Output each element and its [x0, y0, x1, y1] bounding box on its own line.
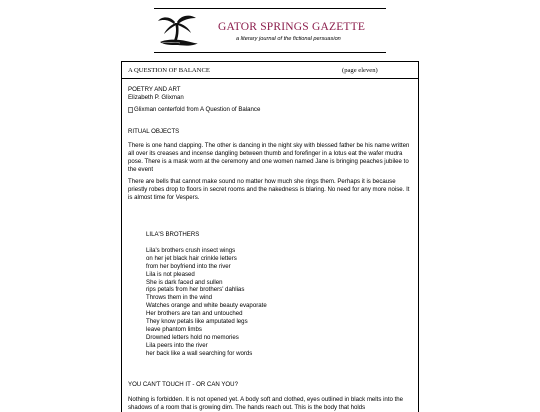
article-header [122, 62, 418, 79]
poem-line: Drowned letters hold no memories [146, 333, 239, 341]
poem-line: Her brothers are tan and untouched [146, 310, 243, 318]
article-title: A QUESTION OF BALANCE [128, 67, 210, 74]
masthead-subtitle: a literary journal of the fictional persuasion [236, 36, 341, 42]
poem-line: Throws them in the wind [146, 294, 213, 302]
poem-line: on her jet black hair crinkle letters [146, 254, 237, 262]
poem-line: Lila peers into the river [146, 341, 208, 349]
broken-image-icon [128, 107, 133, 113]
article-frame [121, 61, 419, 412]
ritual-paragraph-1: There is one hand clapping. The other is dancing in the night sky with blessed father be his name written all over its creases and incense dangling between thumb and forefinger in a lotus eat the wafer mudra pose. There is a mask worn at the ceremony and one women named Jane is bringing peaches jubilee to the event [128, 142, 410, 173]
ritual-paragraph-2: There are bells that cannot make sound no matter how much she rings them. Perhaps it is because priestly robes drop to floors in secret rooms and the nakedness is blaring. No need for any more noise. It is almost time for Vespers. [128, 178, 410, 201]
ritual-heading: RITUAL OBJECTS [128, 128, 180, 135]
poem-line: from her boyfriend into the river [146, 262, 231, 270]
poem-line: Lila is not pleased [146, 270, 195, 278]
image-alt-text: Glixman centerfold from A Question of Balance [134, 106, 261, 113]
poem-line: her back like a wall searching for words [146, 349, 253, 357]
touch-heading: YOU CAN'T TOUCH IT - OR CAN YOU? [128, 381, 238, 388]
poem-title: LILA'S BROTHERS [146, 231, 200, 238]
author-name: Elizabeth P. Glixman [128, 94, 184, 101]
centerfold-image [128, 106, 411, 114]
masthead-title: GATOR SPRINGS GAZETTE [218, 21, 366, 33]
masthead-top-rule [154, 8, 386, 9]
poem-line: She is dark faced and sullen [146, 278, 223, 286]
poem-line: They know petals like amputated legs [146, 318, 248, 326]
palm-tree-gator-logo [156, 12, 202, 48]
poem-line: Watches orange and white beauty evaporate [146, 302, 267, 310]
masthead-bottom-rule [154, 52, 386, 53]
poem-line: leave phantom limbs [146, 325, 202, 333]
poem-lines [146, 247, 267, 357]
page-number: (page eleven) [342, 67, 378, 74]
section-label: POETRY AND ART [128, 86, 181, 93]
touch-paragraph-1: Nothing is forbidden. It is not opened yet. A body soft and clothed, eyes outlined in black melts into the shadows of a room that is growing dim. The hands reach out. This is the body that holds [128, 396, 404, 411]
poem-line: rips petals from her brothers' dahlias [146, 286, 245, 294]
poem-line: Lila's brothers crush insect wings [146, 247, 236, 254]
